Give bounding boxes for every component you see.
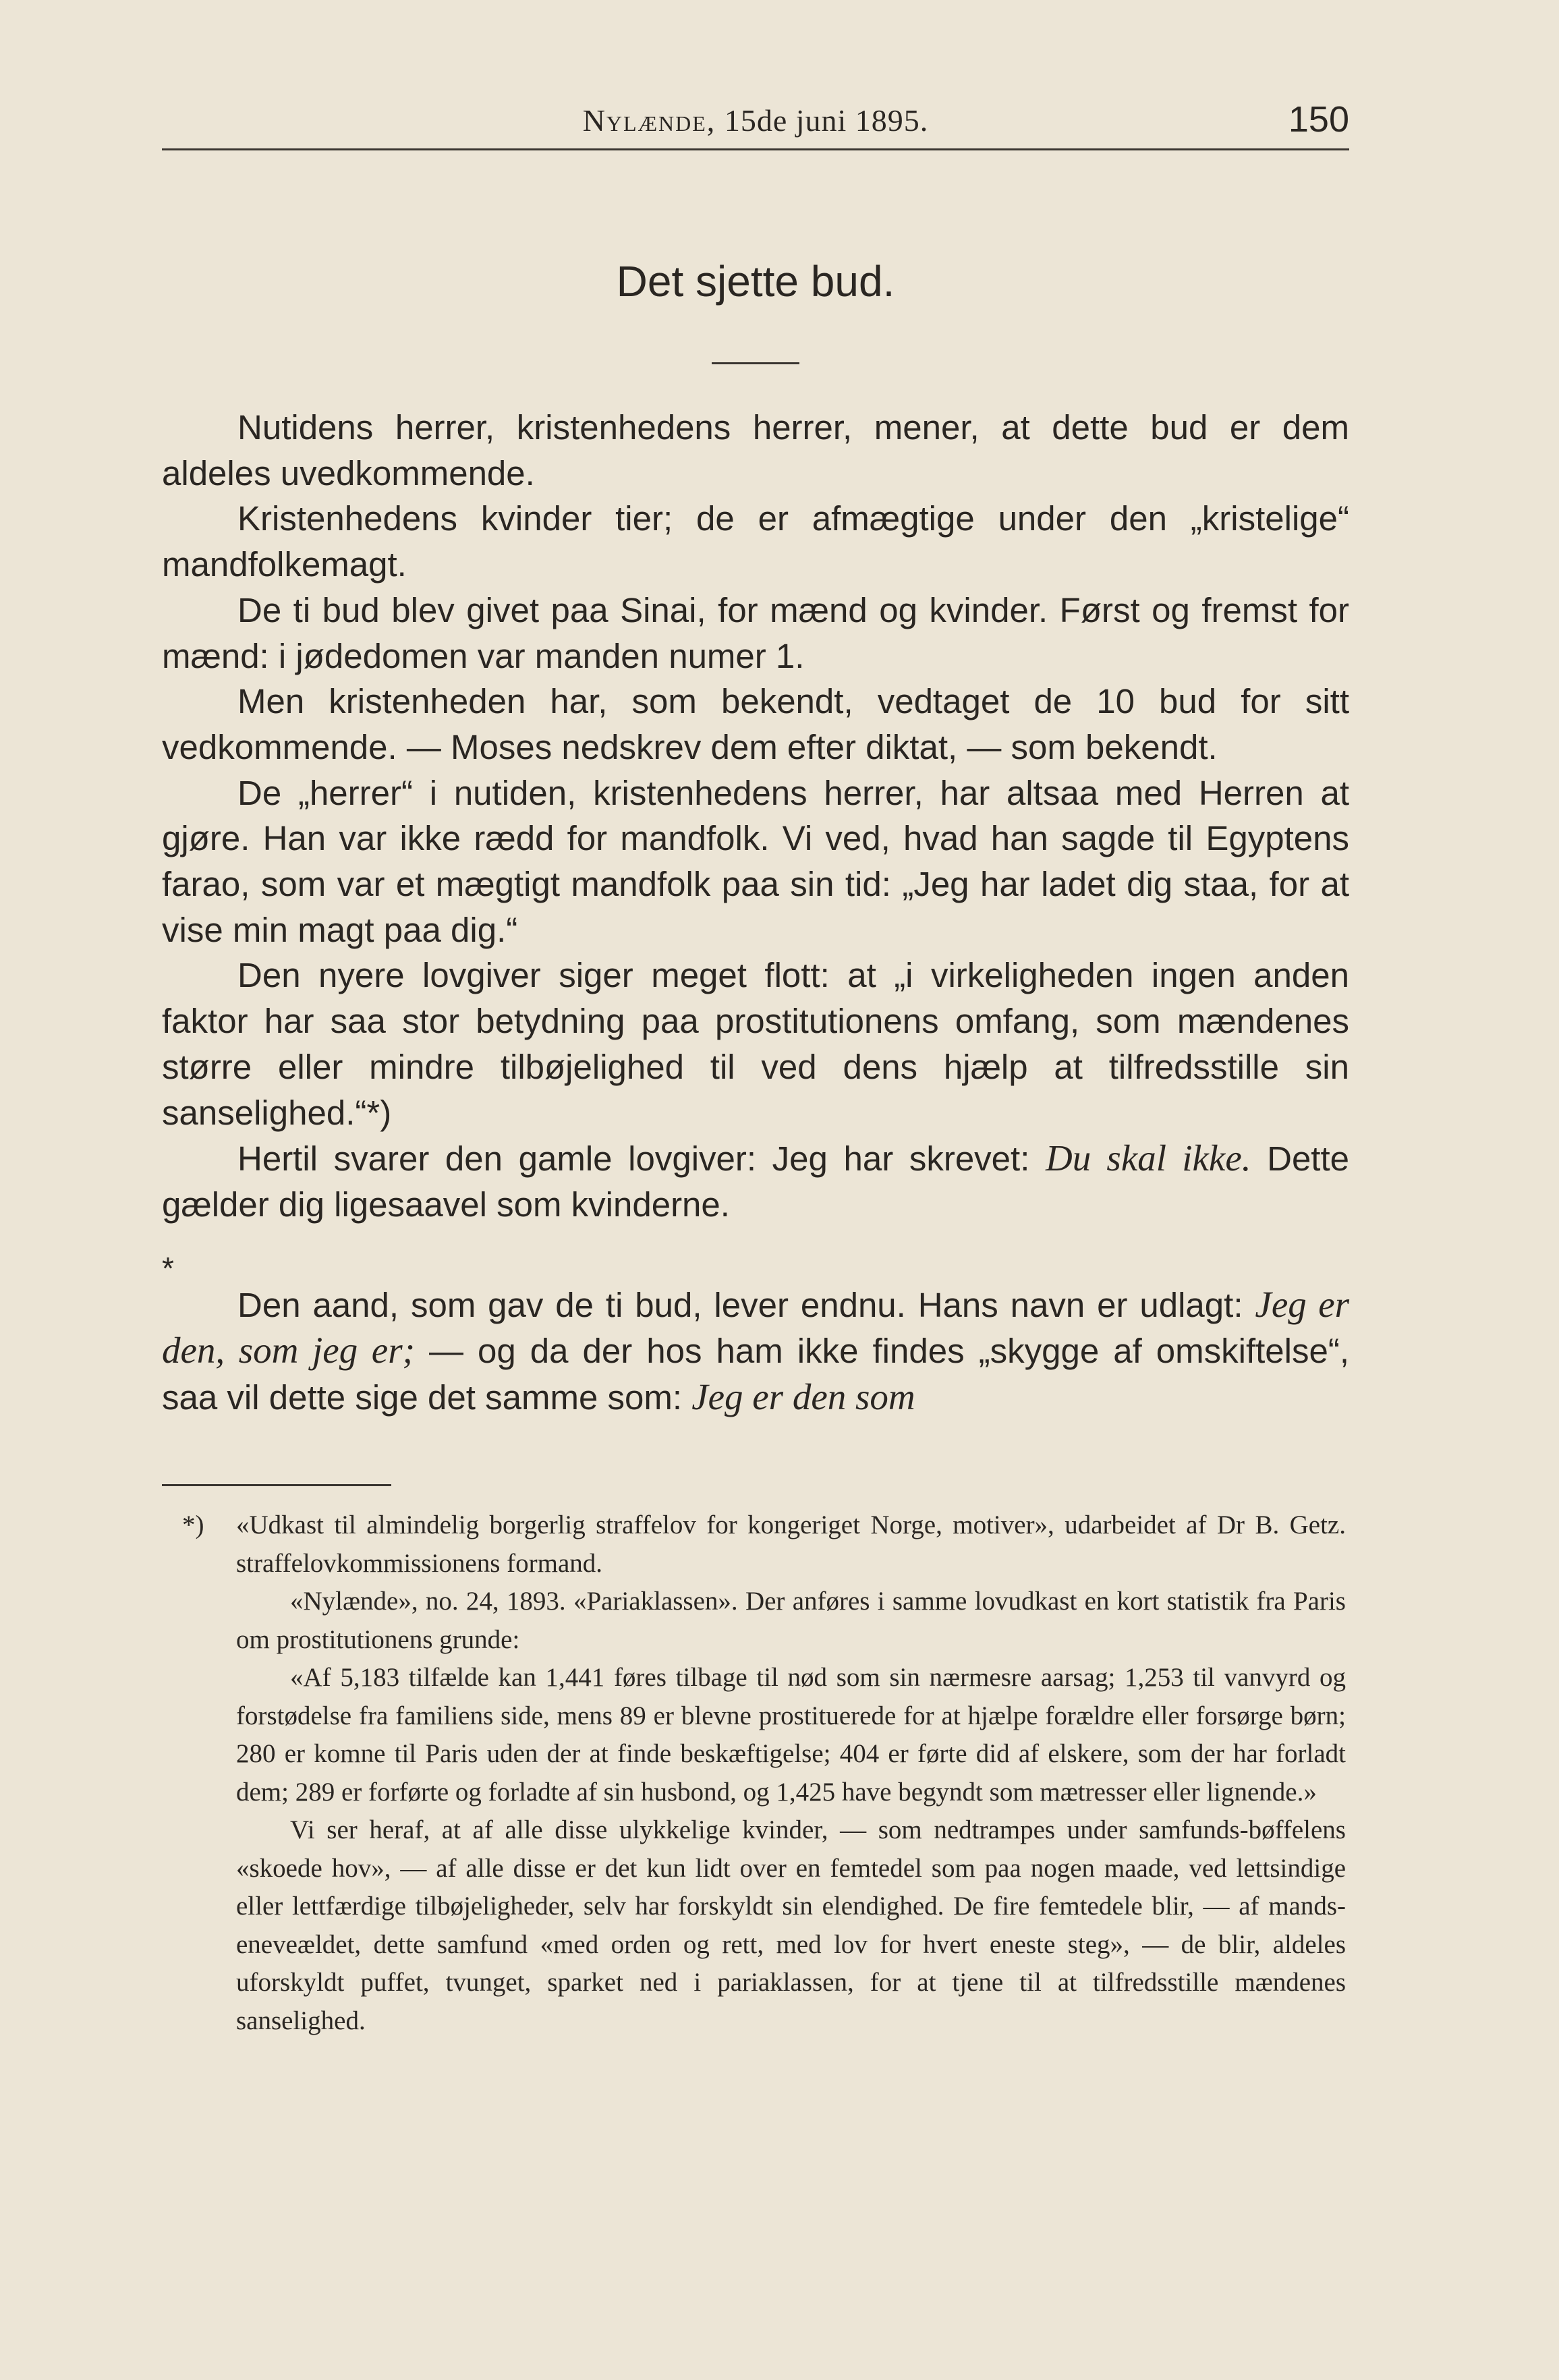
paragraph [162, 1282, 1349, 1421]
footnote-text: «Udkast til almindelig borgerlig straffelov for kongeriget Norge, motiver», udarbeidet af Dr B. Getz. straffelovkommissionens formand. [236, 1510, 1346, 1578]
footnote: «Af 5,183 tilfælde kan 1,441 føres tilbage til nød som sin nærmesre aarsag; 1,253 til vanvyrd og forstødelse fra familiens side, mens 89 er blevne prostituerede for at hjælpe forældre eller forsørge børn; 280 er komne til Paris uden der at finde beskæftigelse; 404 er førte did af elskere, som der har forladt dem; 289 er forførte og forladte af sin husbond, og 1,425 have begyndt som mætresser eller lignende.» [236, 1663, 1346, 1807]
text-run: Hertil svarer den gamle lovgiver: Jeg har skrevet: [237, 1139, 1030, 1179]
paragraph [162, 1135, 1349, 1227]
footnote: Vi ser heraf, at af alle disse ulykkelige kvinder, — som nedtrampes under samfunds-bøffelens «skoede hov», — af alle disse er det kun lidt over en femtedel som paa nogen maade, ved lettsindige eller lettfærdige tilbøjeligheder, selv har forskyldt sin elendighed. De fire femtedele blir, — af mands-eneveældet, dette samfund «med orden og rett, med lov for hvert eneste steg», — de blir, aldeles uforskyldt puffet, tvunget, sparket ned i pariaklassen, for at tjene til at tilfredsstille mændenes sanselighed. [236, 1815, 1346, 2035]
paragraph: De ti bud blev givet paa Sinai, for mænd og kvinder. Først og fremst for mænd: i jødedomen var manden numer 1. [162, 590, 1349, 675]
italic-text: Du skal ikke. [1046, 1137, 1251, 1179]
paragraph: Men kristenheden har, som bekendt, vedtaget de 10 bud for sitt vedkommende. — Moses nedskrev dem efter diktat, — som bekendt. [162, 682, 1349, 766]
running-header [162, 94, 1349, 150]
footnotes [182, 1506, 1346, 2040]
article-body [162, 405, 1349, 1421]
article-title: Det sjette bud. [616, 257, 895, 306]
paragraph: Kristenhedens kvinder tier; de er afmægtige under den „kristelige“ mandfolkemagt. [162, 499, 1349, 584]
text-run: Dette gælder dig ligesaavel som kvinderne. [162, 1139, 1350, 1224]
paragraph: Nutidens herrer, kristenhedens herrer, mener, at dette bud er dem aldeles uvedkommende. [162, 408, 1349, 492]
paragraph: De „herrer“ i nutiden, kristenhedens herrer, har altsaa med Herren at gjøre. Han var ikke rædd for mandfolk. Vi ved, hvad han sagde til Egyptens farao, som var et mægtigt mandfolk paa sin tid: „Jeg har ladet dig staa, for at vise min magt paa dig.“ [162, 773, 1349, 949]
title-divider [712, 362, 799, 364]
text-run: Den aand, som gav de ti bud, lever endnu. Hans navn er udlagt: [237, 1285, 1243, 1324]
footnote-divider [162, 1484, 391, 1486]
paragraph: Den nyere lovgiver siger meget flott: at „i virkeligheden ingen anden faktor har saa stor betydning paa prostitutionens omfang, som mændenes større eller mindre tilbøjelighed til ved dens hjælp at tilfredsstille sin sanselighed.“*) [162, 956, 1349, 1132]
text-run: — og da der hos ham ikke findes „skygge af omskiftelse“, saa vil dette sige det samme som: [162, 1332, 1350, 1417]
header-title [162, 103, 1349, 138]
footnote: «Nylænde», no. 24, 1893. «Pariaklassen». Der anføres i samme lovudkast en kort statistik fra Paris om prostitutionens grunde: [236, 1587, 1346, 1654]
page-number: 150 [1288, 99, 1349, 140]
issue-date: 15de juni 1895. [724, 103, 929, 138]
italic-text: Jeg er den, som jeg er; [162, 1283, 1350, 1371]
journal-name: Nylænde, [582, 103, 716, 138]
italic-text: Jeg er den som [691, 1376, 915, 1418]
footnote [182, 1506, 1346, 1583]
section-asterism: * [162, 1250, 174, 1286]
footnote-marker: *) [182, 1510, 204, 1539]
